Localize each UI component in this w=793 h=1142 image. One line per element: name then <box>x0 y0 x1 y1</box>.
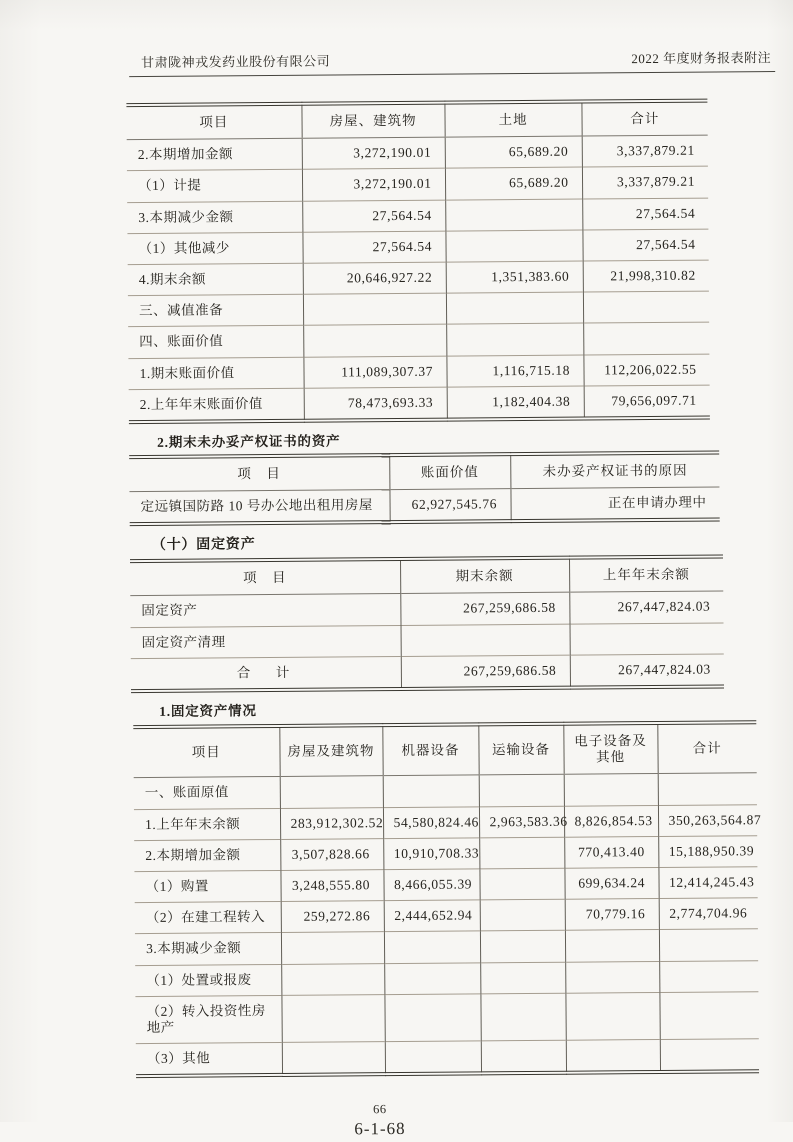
table-row <box>131 623 724 659</box>
cell-value <box>446 323 583 355</box>
report-title: 2022 年度财务报表附注 <box>631 50 772 67</box>
header-row <box>126 101 707 140</box>
cell-value: 27,564.54 <box>302 231 445 263</box>
cell-value: 2,774,704.96 <box>659 898 758 930</box>
cell-value: 770,413.40 <box>564 836 658 868</box>
cell-value <box>280 776 383 808</box>
table-row <box>134 804 757 840</box>
cell-value <box>659 929 758 961</box>
column-header: 合计 <box>581 101 707 137</box>
cell-value: 27,564.54 <box>302 200 445 232</box>
row-label: 2.本期增加金额 <box>134 839 280 871</box>
cell-value <box>385 1041 481 1074</box>
cell-value: 15,188,950.39 <box>658 835 757 867</box>
cell-value <box>281 963 384 995</box>
doc-code: 6-1-68 <box>354 1119 406 1139</box>
row-label: 合 计 <box>131 656 401 691</box>
header-row <box>133 722 756 778</box>
table-row <box>136 1039 759 1077</box>
cell-value: 3,272,190.01 <box>302 169 445 201</box>
cell-value <box>479 775 564 807</box>
row-label: （1）计提 <box>127 170 302 203</box>
cell-value <box>281 932 384 964</box>
fixed-assets-summary-table <box>130 555 724 693</box>
column-header: 土地 <box>444 102 581 138</box>
table-row <box>129 487 719 524</box>
cell-value: 20,646,927.22 <box>303 262 446 294</box>
row-label: 一、账面原值 <box>144 784 229 801</box>
cell-value: 350,263,564.87 <box>658 804 757 836</box>
column-header: 账面价值 <box>389 454 510 490</box>
column-header: 项目 <box>133 726 279 778</box>
table-row <box>134 835 757 871</box>
cell-value <box>384 994 480 1042</box>
table-row <box>127 229 708 265</box>
cell-value <box>480 899 565 931</box>
fixed-assets-detail-table <box>133 720 762 1078</box>
table-row <box>135 929 758 965</box>
row-label: 三、减值准备 <box>128 294 303 327</box>
cell-value <box>384 931 480 963</box>
cell-value: 267,447,824.03 <box>570 654 724 688</box>
cell-value <box>570 623 724 655</box>
table-row <box>128 260 709 296</box>
cell-value: 1,351,383.60 <box>446 261 583 293</box>
column-header: 项 目 <box>129 455 389 492</box>
column-header: 未办妥产权证书的原因 <box>510 452 719 488</box>
cell-value <box>383 775 479 807</box>
row-label: （2）转入投资性房地产 <box>135 995 281 1044</box>
cell-value: 699,634.24 <box>564 867 658 899</box>
row-label: （2）在建工程转入 <box>135 902 281 934</box>
cell-value <box>479 868 564 900</box>
table-row <box>127 135 708 171</box>
cell-value: 62,927,545.76 <box>389 489 510 523</box>
row-label: 1.期末账面价值 <box>128 357 303 390</box>
row-label: 4.期末余额 <box>128 263 303 296</box>
cell-value <box>583 291 709 323</box>
cell-value <box>480 931 565 963</box>
cell-value: 2,444,652.94 <box>384 900 480 932</box>
cell-value <box>564 774 658 806</box>
cell-value: 78,473,693.33 <box>304 387 447 421</box>
cell-value <box>479 837 564 869</box>
header-row <box>129 452 719 491</box>
cell-value: 3,337,879.21 <box>582 135 708 167</box>
table-row <box>134 867 757 903</box>
row-label: 2.本期增加金额 <box>137 146 233 163</box>
cell-value: 111,089,307.37 <box>303 356 446 388</box>
row-label: （3）其他 <box>136 1043 282 1077</box>
cell-value <box>446 292 583 324</box>
table-row <box>134 773 757 809</box>
cell-value: 27,564.54 <box>582 229 708 261</box>
cell-value <box>658 773 757 805</box>
no-certificate-assets-table <box>129 450 720 526</box>
cell-value: 79,656,097.71 <box>584 385 710 419</box>
column-header: 上年年末余额 <box>569 557 723 593</box>
cell-value: 8,466,055.39 <box>383 869 479 901</box>
table-row <box>127 166 708 202</box>
section-title-no-certificate: 2.期末未办妥产权证书的资产 <box>157 433 341 450</box>
cell-value: 112,206,022.55 <box>583 354 709 386</box>
table-row <box>127 198 708 234</box>
cell-value <box>660 1039 759 1072</box>
column-header: 机器设备 <box>382 724 478 776</box>
cell-value <box>384 962 480 994</box>
row-label: 2.上年年末账面价值 <box>129 388 304 422</box>
cell-value: 3,248,555.80 <box>280 870 383 902</box>
cell-value <box>480 962 565 994</box>
cell-value: 3,337,879.21 <box>582 166 708 198</box>
cell-value: 正在申请办理中 <box>510 487 719 521</box>
header-row <box>130 557 723 596</box>
cell-value <box>659 960 758 992</box>
row-label: 1.上年年末余额 <box>134 808 280 840</box>
column-header: 项目 <box>126 104 301 140</box>
column-header: 房屋、建筑物 <box>301 103 444 139</box>
cell-value: 27,564.54 <box>582 198 708 230</box>
cell-value: 267,259,686.58 <box>400 593 569 626</box>
table-row <box>135 991 758 1043</box>
page-header <box>141 47 771 71</box>
cell-value: 65,689.20 <box>445 136 582 168</box>
cell-value <box>659 991 758 1039</box>
cell-value <box>565 992 659 1040</box>
cell-value: 70,779.16 <box>565 899 659 931</box>
table-row <box>135 898 758 934</box>
cell-value <box>303 324 446 356</box>
cell-value: 3,272,190.01 <box>302 137 445 169</box>
row-label: 定远镇国防路 10 号办公地出租用房屋 <box>140 497 373 515</box>
cell-value <box>303 293 446 325</box>
column-header: 运输设备 <box>478 724 563 776</box>
column-header: 合计 <box>657 722 756 774</box>
cell-value <box>565 930 659 962</box>
table-row <box>128 291 709 327</box>
row-label: （1）处置或报废 <box>135 964 281 996</box>
cell-value: 267,259,686.58 <box>401 655 570 689</box>
cell-value <box>480 993 565 1041</box>
table-row <box>129 385 710 422</box>
cell-value: 1,182,404.38 <box>447 386 584 420</box>
table-row <box>130 591 723 627</box>
row-label: （1）其他减少 <box>127 232 302 265</box>
header-rule <box>129 71 775 77</box>
column-header: 房屋及建筑物 <box>279 725 382 777</box>
cell-value <box>566 1040 660 1073</box>
cell-value: 2,963,583.36 <box>479 806 564 838</box>
row-label: 四、账面价值 <box>128 326 303 359</box>
cell-value <box>445 230 582 262</box>
row-label: 固定资产清理 <box>131 625 401 658</box>
cell-value: 3,507,828.66 <box>280 838 383 870</box>
cell-value <box>445 199 582 231</box>
column-header: 期末余额 <box>400 558 569 594</box>
cell-value <box>281 994 384 1042</box>
table-row <box>135 960 758 996</box>
cell-value: 8,826,854.53 <box>564 805 658 837</box>
cell-value: 259,272.86 <box>281 901 384 933</box>
cell-value: 283,912,302.52 <box>280 807 383 839</box>
column-header: 电子设备及其他 <box>563 723 657 775</box>
row-label: 3.本期减少金额 <box>135 933 281 965</box>
section-title-fixed-assets: （十）固定资产 <box>151 537 256 554</box>
cell-value: 1,116,715.18 <box>446 355 583 387</box>
cell-value: 65,689.20 <box>445 167 582 199</box>
row-label: 3.本期减少金额 <box>127 201 302 234</box>
cell-value: 10,910,708.33 <box>383 838 479 870</box>
table-row <box>128 354 709 390</box>
cell-value: 12,414,245.43 <box>658 867 757 899</box>
cell-value <box>565 961 659 993</box>
cell-value <box>282 1042 385 1075</box>
row-label: 固定资产 <box>141 603 198 619</box>
cell-value: 267,447,824.03 <box>569 591 723 623</box>
company-name: 甘肃陇神戎发药业股份有限公司 <box>141 53 331 71</box>
column-header: 项 目 <box>130 559 400 596</box>
cell-value: 21,998,310.82 <box>583 260 709 292</box>
table-row <box>128 322 709 358</box>
page-number: 66 <box>373 1102 387 1117</box>
row-label: （1）购置 <box>134 870 280 902</box>
table-row <box>131 654 724 691</box>
cell-value <box>481 1040 566 1073</box>
cell-value <box>583 322 709 354</box>
depreciation-carrying-value-table <box>126 99 710 424</box>
cell-value: 54,580,824.46 <box>383 806 479 838</box>
cell-value <box>401 624 570 657</box>
section-title-fixed-assets-detail: 1.固定资产情况 <box>159 703 257 719</box>
page-footer <box>4 1099 793 1142</box>
